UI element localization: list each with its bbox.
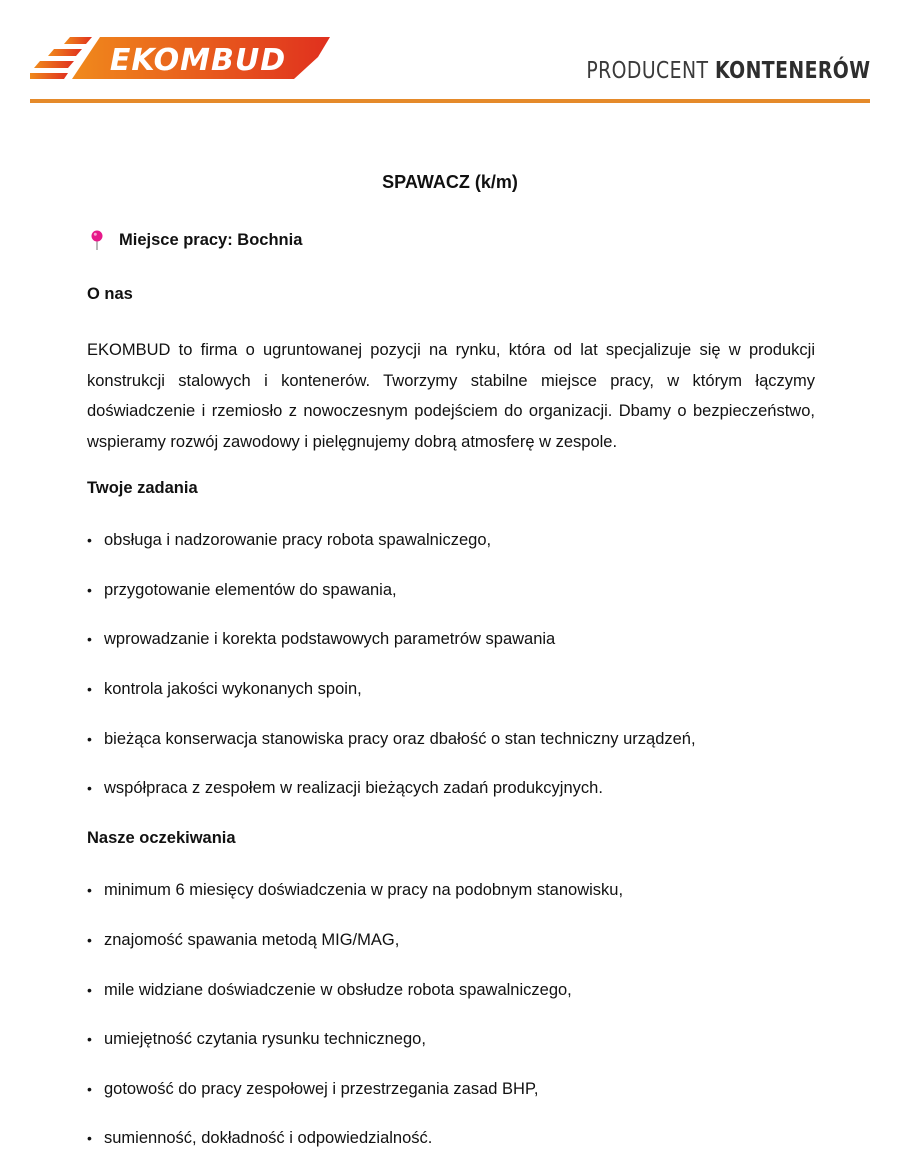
list-item: • przygotowanie elementów do spawania,	[87, 581, 397, 599]
bullet-icon: •	[87, 932, 92, 948]
tagline-bold: KONTENERÓW	[714, 58, 870, 84]
tasks-heading: Twoje zadania	[87, 479, 198, 497]
list-item: • kontrola jakości wykonanych spoin,	[87, 680, 362, 698]
logo-stripe	[48, 49, 82, 56]
bullet-icon: •	[87, 1081, 92, 1097]
bullet-icon: •	[87, 982, 92, 998]
job-title: SPAWACZ (k/m)	[382, 172, 518, 192]
logo-text: EKOMBUD	[109, 43, 287, 78]
logo-stripe	[64, 37, 92, 44]
tagline-light: PRODUCENT	[585, 58, 708, 84]
list-item: • znajomość spawania metodą MIG/MAG,	[87, 931, 400, 949]
list-item: • obsługa i nadzorowanie pracy robota spawalniczego,	[87, 531, 492, 549]
list-item: • sumienność, dokładność i odpowiedzialność.	[87, 1129, 433, 1147]
header-divider	[30, 99, 870, 103]
list-item: • gotowość do pracy zespołowej i przestrzegania zasad BHP,	[87, 1080, 539, 1098]
job-location	[87, 230, 302, 250]
bullet-icon: •	[87, 681, 92, 697]
list-item: • współpraca z zespołem w realizacji bieżących zadań produkcyjnych.	[87, 779, 603, 797]
bullet-icon: •	[87, 1130, 92, 1146]
bullet-icon: •	[87, 582, 92, 598]
bullet-icon: •	[87, 631, 92, 647]
list-item: • bieżąca konserwacja stanowiska pracy oraz dbałość o stan techniczny urządzeń,	[87, 730, 696, 748]
bullet-icon: •	[87, 731, 92, 747]
bullet-icon: •	[87, 780, 92, 796]
list-item: • minimum 6 miesięcy doświadczenia w pracy na podobnym stanowisku,	[87, 881, 624, 899]
pin-icon	[90, 230, 104, 250]
bullet-icon: •	[87, 882, 92, 898]
logo-stripe	[30, 73, 68, 79]
logo-graphic	[30, 35, 332, 83]
about-heading: O nas	[87, 285, 133, 303]
list-item: • umiejętność czytania rysunku technicznego,	[87, 1030, 426, 1048]
location-text: Miejsce pracy: Bochnia	[119, 230, 303, 249]
bullet-icon: •	[87, 1031, 92, 1047]
about-text: EKOMBUD to firma o ugruntowanej pozycji na rynku, która od lat specjalizuje się w produkcji konstrukcji stalowych i kontenerów. Tworzymy stabilne miejsce pracy, w którym łączymy doświadczenie i rzemiosło z nowoczesnym podejściem do organizacji. Dbamy o bezpieczeństwo, wspieramy rozwój zawodowy i pielęgnujemy dobrą atmosferę w zespole.	[87, 341, 815, 451]
page-header	[0, 0, 900, 110]
list-item: • wprowadzanie i korekta podstawowych parametrów spawania	[87, 630, 556, 648]
list-item: • mile widziane doświadczenie w obsłudze robota spawalniczego,	[87, 981, 572, 999]
ekombud-logo	[30, 35, 332, 83]
tagline	[586, 58, 870, 84]
logo-stripe	[34, 61, 74, 68]
bullet-icon: •	[87, 532, 92, 548]
expectations-heading: Nasze oczekiwania	[87, 829, 236, 847]
